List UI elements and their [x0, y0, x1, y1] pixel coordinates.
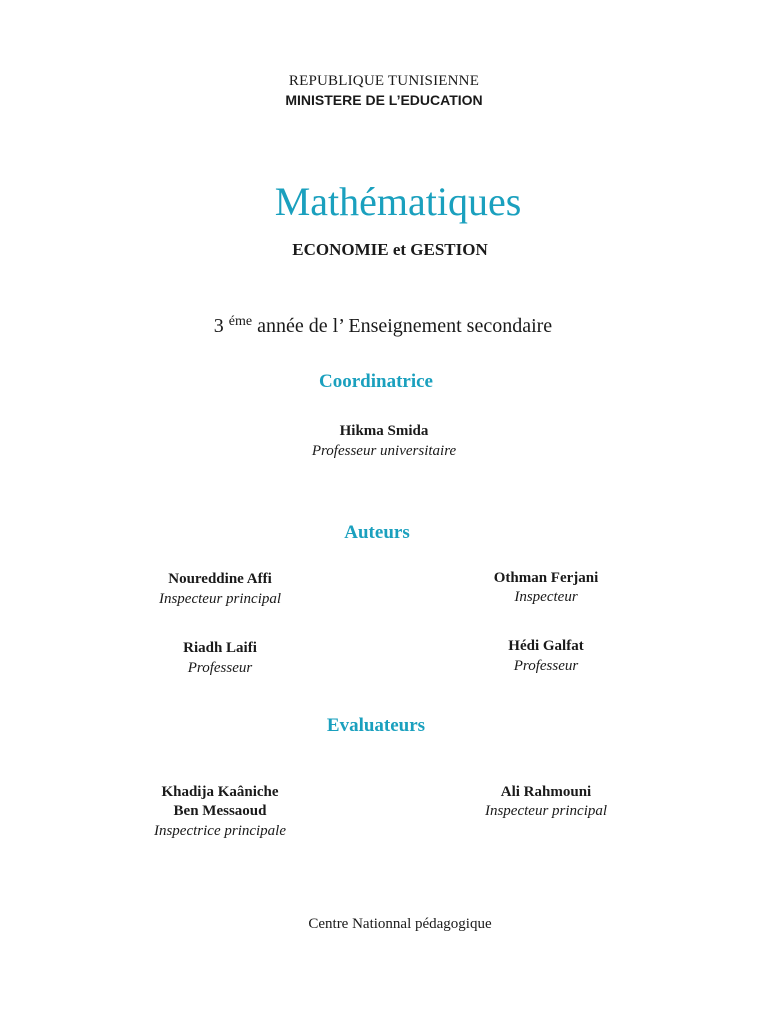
republic-label: REPUBLIQUE TUNISIENNE — [288, 73, 480, 89]
coordinator-role: Professeur universitaire — [311, 443, 457, 459]
author-role: Professeur — [187, 660, 253, 676]
grade-description: année de l’ Enseignement secondaire — [257, 315, 553, 337]
evaluator-role: Inspectrice principale — [153, 823, 287, 839]
evaluators-heading: Evaluateurs — [326, 715, 426, 736]
book-subtitle: ECONOMIE et GESTION — [292, 240, 488, 259]
grade-suffix: éme — [228, 314, 253, 329]
evaluator-role: Inspecteur principal — [484, 803, 608, 819]
evaluator-name: Ali Rahmouni — [500, 784, 592, 800]
author-name: Othman Ferjani — [493, 570, 599, 586]
book-title: Mathématiques — [274, 179, 522, 224]
author-role: Inspecteur — [514, 589, 578, 605]
ministry-label: MINISTERE DE L’EDUCATION — [285, 92, 483, 108]
author-role: Professeur — [513, 658, 579, 674]
grade-number: 3 — [213, 315, 224, 337]
author-name: Hédi Galfat — [508, 638, 584, 654]
evaluator-name-line2: Ben Messaoud — [173, 803, 267, 819]
grade-level-line — [0, 314, 767, 338]
publisher-label: Centre Nationnal pédagogique — [308, 916, 492, 932]
coordinator-name: Hikma Smida — [339, 423, 429, 439]
author-name: Riadh Laifi — [183, 640, 257, 656]
evaluator-name-line1: Khadija Kaâniche — [161, 784, 279, 800]
author-role: Inspecteur principal — [158, 591, 282, 607]
coordinator-heading: Coordinatrice — [319, 371, 433, 392]
author-name: Noureddine Affi — [168, 571, 272, 587]
authors-heading: Auteurs — [344, 522, 410, 543]
